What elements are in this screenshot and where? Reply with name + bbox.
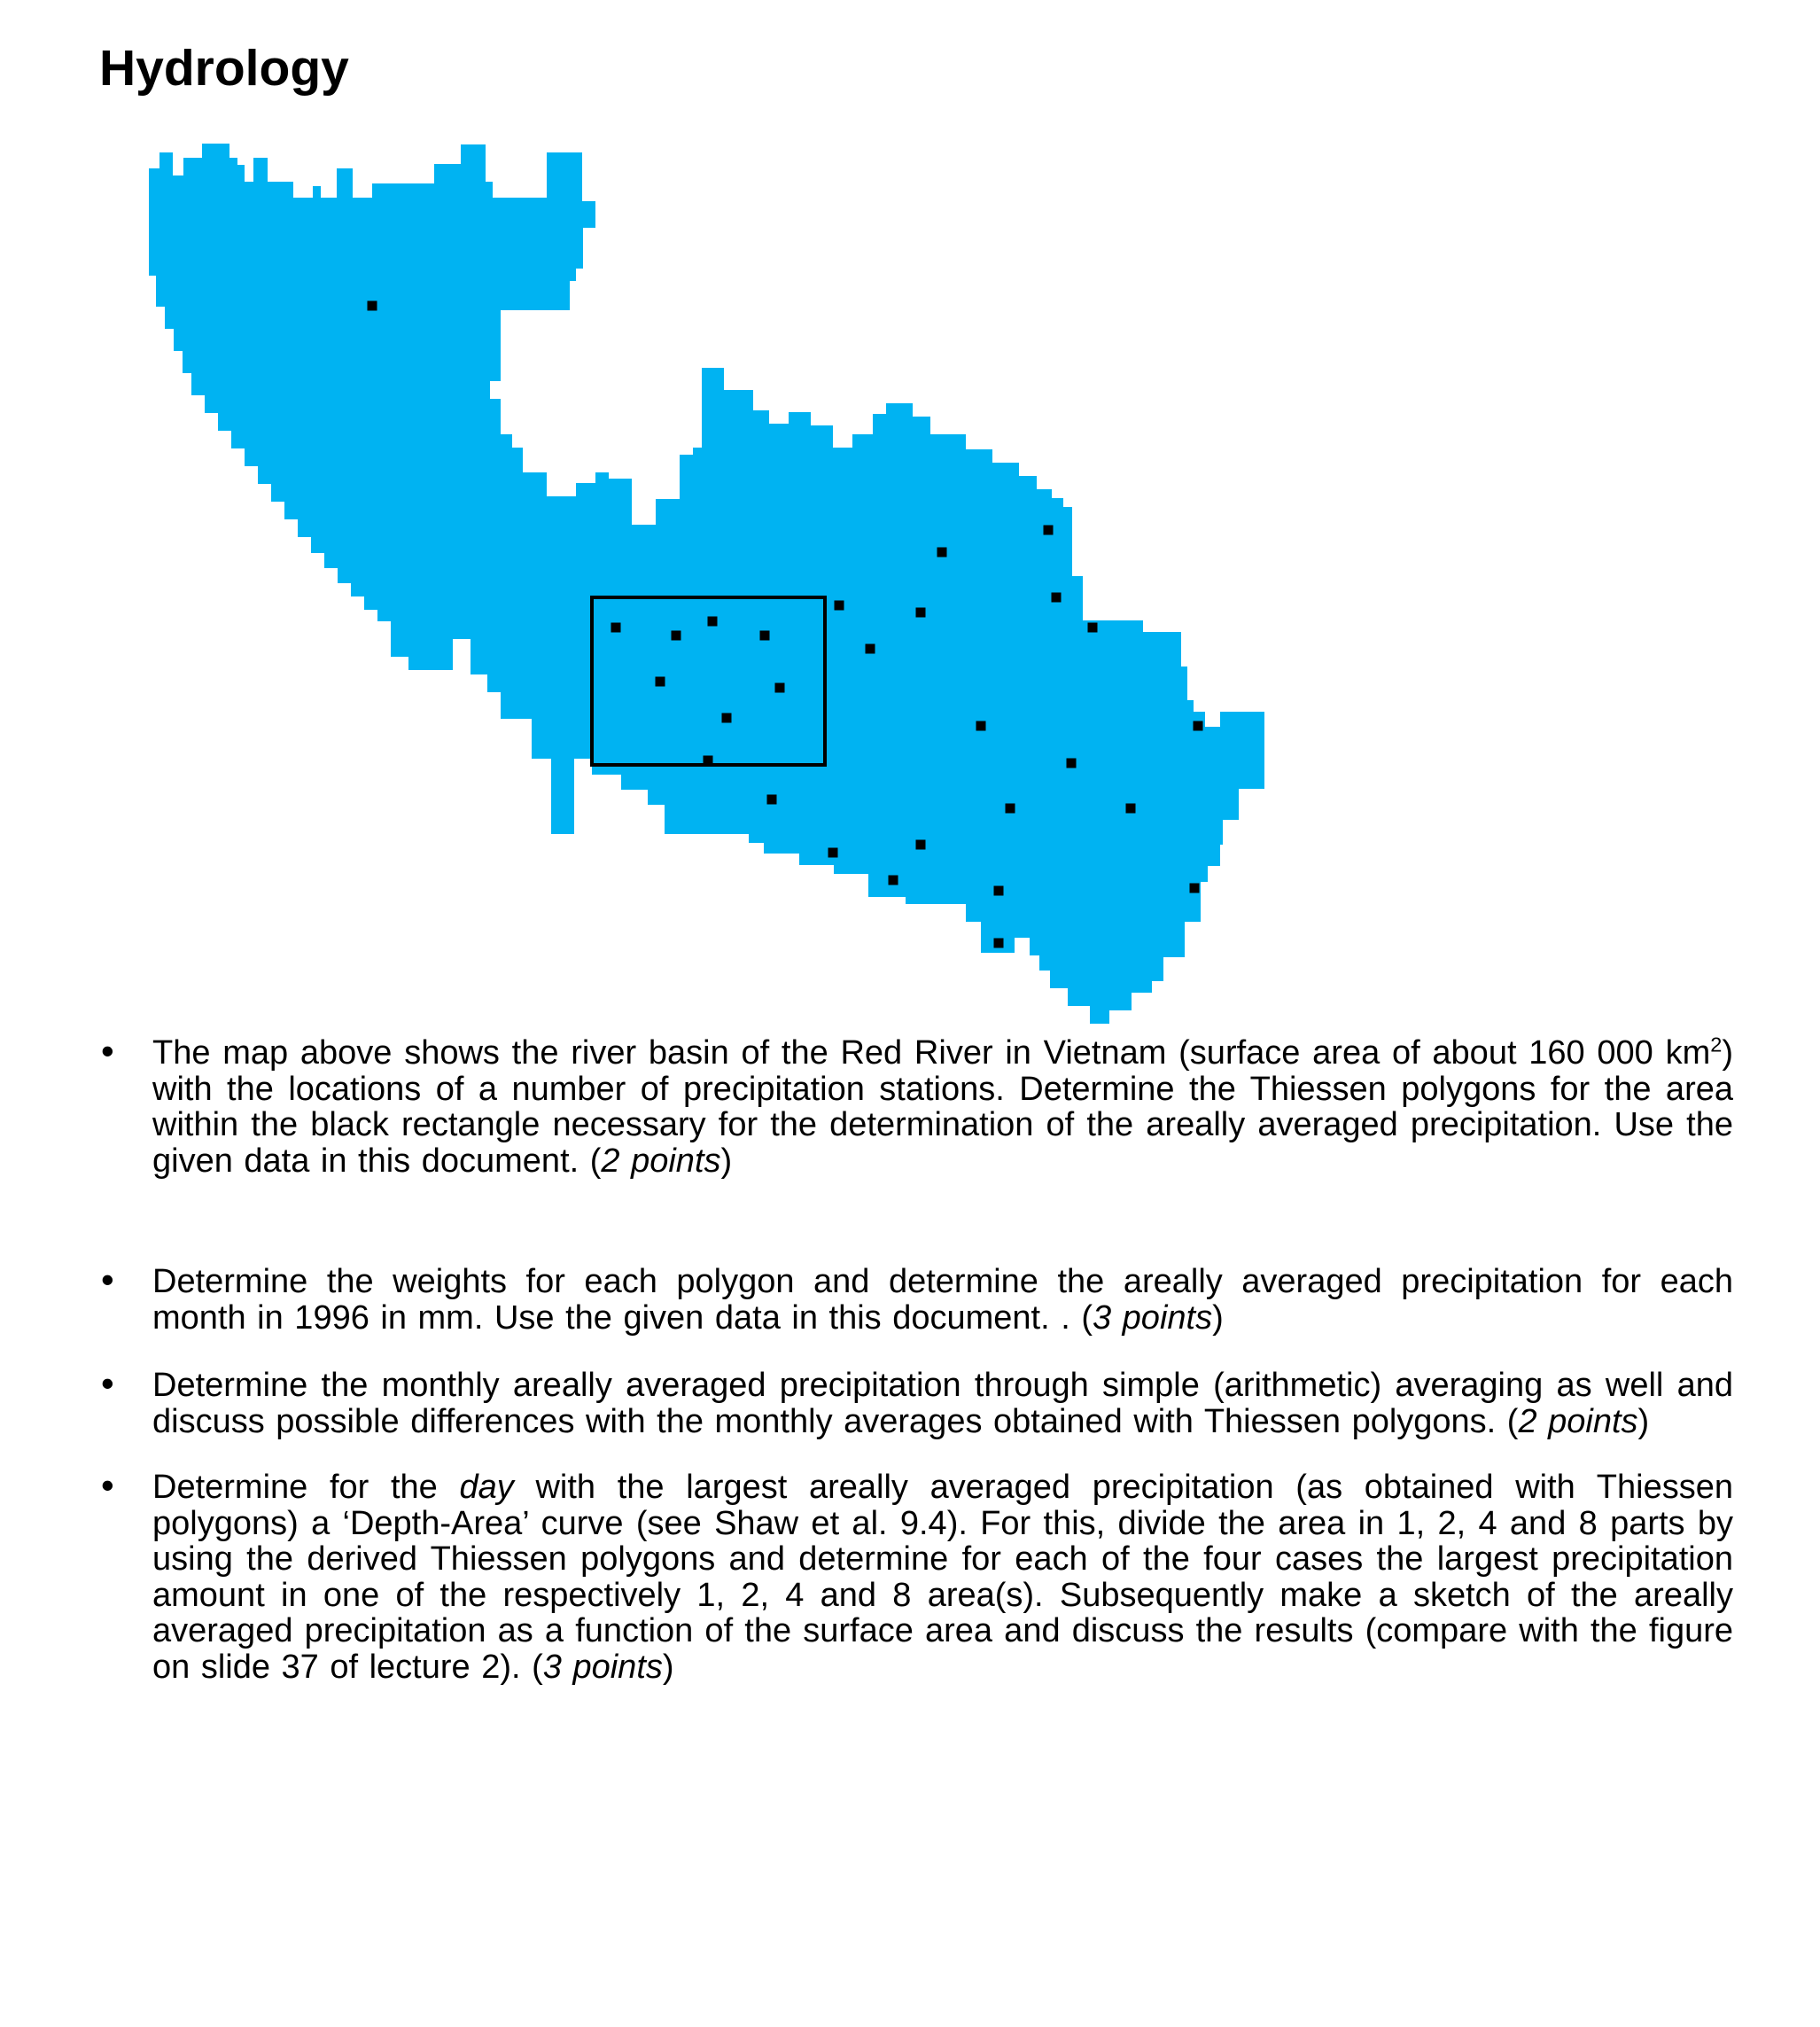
bullet-text-segment: ) with the locations of a number of precipitation stations. Determine the Thiessen polygons for the area within the black rectangle necessary for the determination of the areally averaged precipitation. Use the given data in this document. (	[152, 1034, 1733, 1180]
bullet-text-segment: with the largest areally averaged precipitation (as obtained with Thiessen polygons) a ‘Depth-Area’ curve (see Shaw et al. 9.4). For this, divide the area in 1, 2, 4 and 8 parts by using the derived Thiessen polygons and determine for each of the four cases the largest precipitation amount in one of the respectively 1, 2, 4 and 8 area(s). Subsequently make a sketch of the areally averaged precipitation as a function of the surface area and discuss the results (compare with the figure on slide 37 of lecture 2). (	[152, 1469, 1733, 1686]
bullet-item-3	[99, 1368, 1733, 1439]
bullet-item-2	[99, 1264, 1733, 1336]
station-dot	[976, 721, 986, 731]
bullet-text-segment: 3 points	[1092, 1298, 1213, 1337]
bullet-text-segment: 3 points	[542, 1648, 663, 1686]
page-title: Hydrology	[99, 40, 349, 97]
station-dot	[1088, 623, 1098, 633]
station-dot	[775, 683, 785, 693]
bullet-list	[99, 1035, 1733, 1685]
station-dot	[866, 644, 875, 654]
bullet-text-segment: )	[1637, 1402, 1650, 1440]
station-dot	[994, 886, 1004, 896]
basin-shape	[149, 144, 1264, 1024]
station-dot	[1044, 526, 1054, 535]
bullet-text-segment: Determine for the	[152, 1469, 460, 1506]
station-dot	[1067, 759, 1077, 768]
station-dot	[1126, 804, 1136, 814]
station-dot	[368, 301, 377, 311]
bullet-text-segment: 2 points	[601, 1142, 721, 1180]
station-dot	[828, 848, 838, 858]
bullet-text-segment: day	[459, 1469, 514, 1506]
bullet-text-segment: 2 points	[1518, 1402, 1638, 1440]
station-dot	[767, 795, 777, 805]
station-dot	[889, 876, 898, 885]
bullet-text-segment: )	[1212, 1298, 1224, 1337]
bullet-text-segment: )	[720, 1142, 733, 1180]
bullet-text-segment: Determine the weights for each polygon and determine the areally averaged precipitation for each month in 1996 in mm. Use the given data in this document. . (	[152, 1263, 1733, 1337]
station-dot	[835, 601, 844, 611]
bullet-item-4	[99, 1470, 1733, 1685]
station-dot	[656, 677, 665, 687]
station-dot	[1006, 804, 1015, 814]
station-dot	[672, 631, 681, 641]
bullet-text-segment: The map above shows the river basin of the Red River in Vietnam (surface area of about 160 000 km	[152, 1034, 1711, 1072]
station-dot	[708, 617, 718, 627]
station-dot	[994, 939, 1004, 948]
station-dot	[1052, 593, 1062, 603]
bullet-item-1	[99, 1035, 1733, 1179]
station-dot	[611, 623, 621, 633]
bullet-text-segment: Determine the monthly areally averaged precipitation through simple (arithmetic) averaging as well and discuss possible differences with the monthly averages obtained with Thiessen polygons. (	[152, 1367, 1733, 1440]
station-dot	[760, 631, 770, 641]
bullet-text-segment: 2	[1710, 1033, 1723, 1056]
station-dot	[1194, 721, 1203, 731]
station-dot	[937, 548, 947, 557]
bullet-text-segment: )	[662, 1648, 674, 1686]
station-dot	[722, 713, 732, 723]
station-dot	[1190, 884, 1200, 893]
station-dot	[916, 840, 926, 850]
station-dot	[916, 608, 926, 618]
